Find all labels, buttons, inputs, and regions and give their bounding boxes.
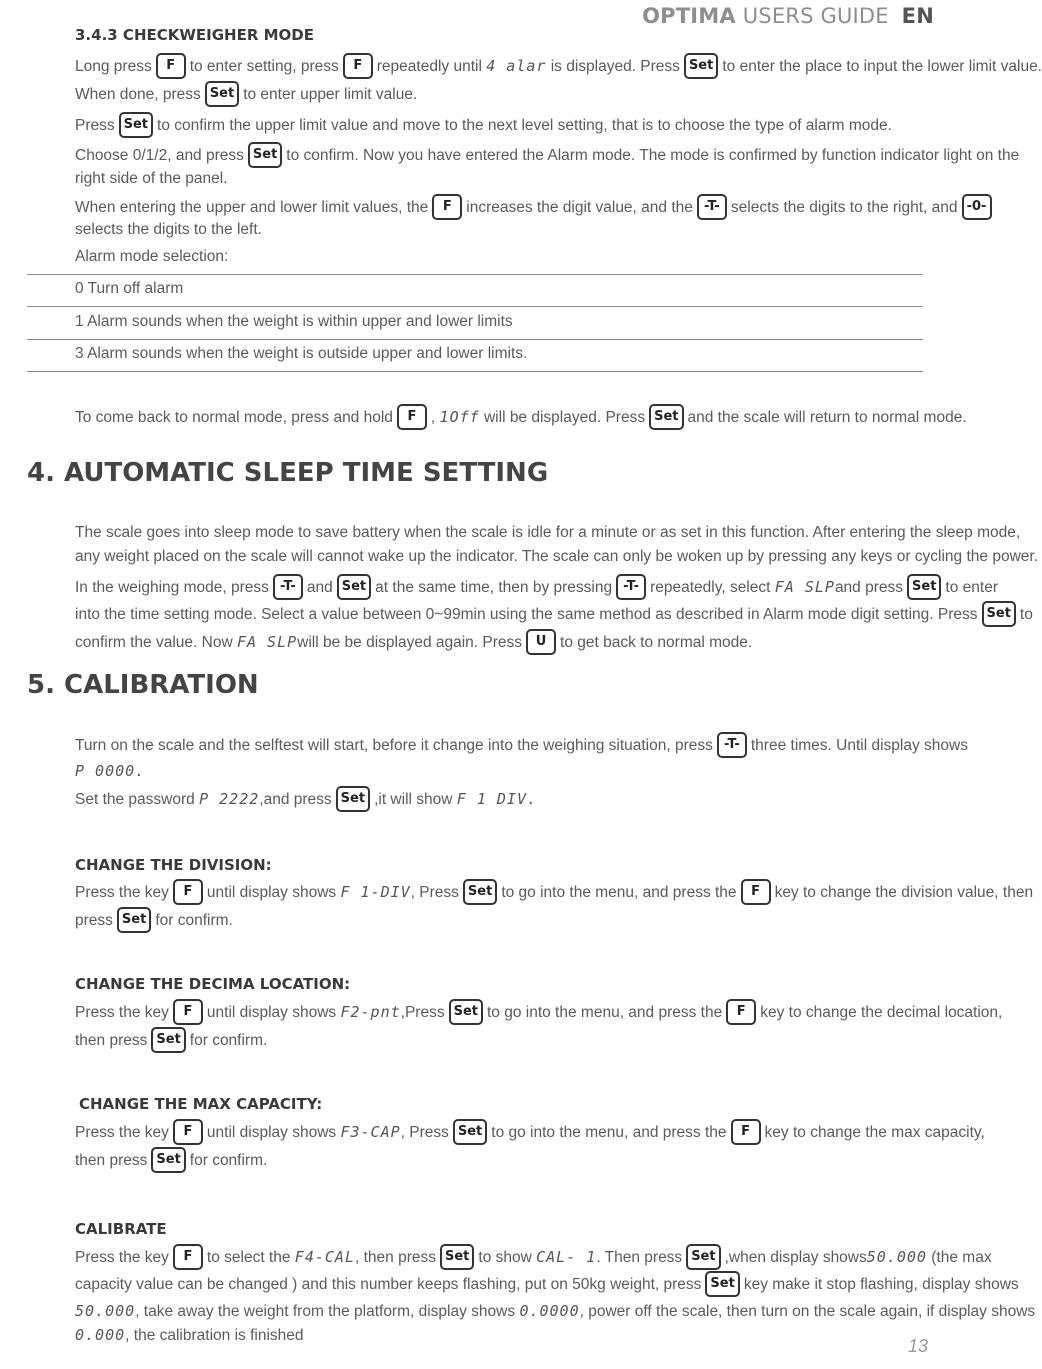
change-decimal-title: CHANGE THE DECIMA LOCATION:: [75, 975, 351, 993]
display-code: FA SLP: [774, 578, 835, 597]
u-key-icon: U: [526, 629, 556, 655]
set-key-icon: Set: [205, 81, 239, 107]
display-code: 4 alar: [486, 57, 547, 76]
calibrate-line-3: 50.000, take away the weight from the platform, display shows 0.0000, power off the scale, then turn on the scale again, if display shows: [75, 1302, 1036, 1320]
display-code: F2-pnt: [340, 1003, 401, 1022]
f-key-icon: F: [173, 1244, 203, 1270]
tare-key-icon: -T-: [616, 574, 646, 600]
f-key-icon: F: [173, 999, 203, 1025]
table-divider: [27, 371, 923, 372]
display-code: P 2222: [199, 790, 260, 809]
sleep-line-1: The scale goes into sleep mode to save battery when the scale is idle for a minute or as set in this function. After entering the sleep mode,: [75, 524, 1021, 541]
section-5-title: 5. CALIBRATION: [27, 670, 259, 700]
table-divider: [27, 339, 923, 340]
section-4-title: 4. AUTOMATIC SLEEP TIME SETTING: [27, 458, 549, 488]
change-capacity-title: CHANGE THE MAX CAPACITY:: [79, 1095, 323, 1113]
display-code: CAL- 1: [536, 1248, 597, 1267]
set-key-icon: Set: [440, 1244, 474, 1270]
set-key-icon: Set: [705, 1271, 739, 1297]
f-key-icon: F: [731, 1119, 761, 1145]
display-code: FA SLP: [236, 633, 298, 652]
display-code: F3-CAP: [340, 1123, 401, 1142]
display-code: 50.000: [75, 1302, 136, 1320]
f-key-icon: F: [156, 53, 186, 79]
decimal-line-1: Press the key F until display shows F2-pnt,Press Set to go into the menu, and press the F key to change the decimal location,: [75, 1000, 923, 1026]
set-key-icon: Set: [117, 907, 151, 933]
f-key-icon: F: [173, 879, 203, 905]
checkweigher-line-3: Press Set to confirm the upper limit value and move to the next level setting, that is to choose the type of alarm mode.: [75, 113, 923, 139]
display-code: 0.0000: [519, 1302, 580, 1320]
calibration-intro-3: Set the password P 2222,and press Set ,it will show F 1 DIV.: [75, 787, 923, 813]
set-key-icon: Set: [982, 601, 1016, 627]
set-key-icon: Set: [684, 53, 718, 79]
sleep-line-5: confirm the value. Now FA SLPwill be be displayed again. Press U to get back to normal mode.: [75, 630, 923, 656]
alarm-row-0: 0 Turn off alarm: [75, 280, 184, 297]
set-key-icon: Set: [463, 879, 497, 905]
f-key-icon: F: [173, 1119, 203, 1145]
calibrate-line-1: Press the key F to select the F4-CAL, then press Set to show CAL- 1. Then press Set ,when display shows50.000 (the max: [75, 1245, 923, 1271]
table-divider: [27, 274, 923, 275]
f-key-icon: F: [397, 404, 427, 430]
capacity-line-2: then press Set for confirm.: [75, 1148, 923, 1174]
checkweigher-line-7: selects the digits to the left.: [75, 221, 262, 238]
set-key-icon: Set: [336, 786, 370, 812]
calibrate-line-4: 0.000, the calibration is finished: [75, 1326, 304, 1344]
division-line-2: press Set for confirm.: [75, 908, 923, 934]
display-code: F4-CAL: [294, 1248, 355, 1267]
calibrate-title: CALIBRATE: [75, 1220, 167, 1238]
calibrate-line-2: capacity value can be changed ) and this number keeps flashing, put on 50kg weight, press Set key make it stop flashing, display shows: [75, 1272, 923, 1298]
page-number: 13: [907, 1336, 928, 1356]
set-key-icon: Set: [151, 1027, 185, 1053]
f-key-icon: F: [343, 53, 373, 79]
table-divider: [27, 306, 923, 307]
display-code: P 0000.: [75, 762, 146, 780]
header-language: EN: [901, 4, 934, 28]
calibration-intro-2: [75, 759, 923, 784]
tare-key-icon: -T-: [273, 574, 303, 600]
header-guide: USERS GUIDE: [742, 4, 889, 28]
sleep-line-2: any weight placed on the scale will cannot wake up the indicator. The scale can only be woken up by pressing any keys or cycling the power.: [75, 548, 1038, 565]
set-key-icon: Set: [248, 142, 282, 168]
set-key-icon: Set: [686, 1244, 720, 1270]
f-key-icon: F: [432, 194, 462, 220]
decimal-line-2: then press Set for confirm.: [75, 1028, 923, 1054]
set-key-icon: Set: [337, 574, 371, 600]
checkweigher-line-1: Long press F to enter setting, press F repeatedly until 4 alar is displayed. Press Set to enter the place to input the lower limit value.: [75, 54, 923, 80]
sleep-line-4: into the time setting mode. Select a value between 0~99min using the same method as described in Alarm mode digit setting. Press Set to: [75, 602, 923, 628]
set-key-icon: Set: [449, 999, 483, 1025]
capacity-line-1: Press the key F until display shows F3-CAP, Press Set to go into the menu, and press the F key to change the max capacity,: [75, 1120, 923, 1146]
running-header: [642, 4, 934, 28]
tare-key-icon: -T-: [717, 732, 747, 758]
checkweigher-line-5: right side of the panel.: [75, 170, 228, 187]
sleep-line-3: In the weighing mode, press -T- and Set at the same time, then by pressing -T- repeatedly, select FA SLPand press Set to enter: [75, 575, 923, 601]
set-key-icon: Set: [907, 574, 941, 600]
f-key-icon: F: [726, 999, 756, 1025]
alarm-row-3: 3 Alarm sounds when the weight is outside upper and lower limits.: [75, 345, 528, 362]
tare-key-icon: -T-: [697, 194, 727, 220]
display-code: 1Off: [439, 408, 480, 427]
normal-mode-line: To come back to normal mode, press and hold F , 1Off will be displayed. Press Set and the scale will return to normal mode.: [75, 405, 923, 431]
checkweigher-line-4: Choose 0/1/2, and press Set to confirm. Now you have entered the Alarm mode. The mode is confirmed by function indicator light on the: [75, 143, 923, 169]
set-key-icon: Set: [649, 404, 683, 430]
checkweigher-line-2: When done, press Set to enter upper limit value.: [75, 82, 923, 108]
header-brand: OPTIMA: [642, 4, 736, 28]
division-line-1: Press the key F until display shows F 1-DIV, Press Set to go into the menu, and press the F key to change the division value, then: [75, 880, 923, 906]
set-key-icon: Set: [151, 1147, 185, 1173]
calibration-intro-1: Turn on the scale and the selftest will start, before it change into the weighing situation, press -T- three times. Until display shows: [75, 733, 923, 759]
section-3-4-3-title: 3.4.3 CHECKWEIGHER MODE: [75, 26, 315, 44]
display-code: 50.000: [866, 1248, 927, 1267]
display-code: F 1 DIV.: [456, 790, 538, 809]
set-key-icon: Set: [119, 112, 153, 138]
set-key-icon: Set: [453, 1119, 487, 1145]
alarm-mode-label: Alarm mode selection:: [75, 248, 229, 265]
f-key-icon: F: [741, 879, 771, 905]
checkweigher-line-6: When entering the upper and lower limit values, the F increases the digit value, and the -T- selects the digits to the right, and -0-: [75, 195, 923, 221]
display-code: F 1-DIV: [340, 883, 411, 902]
display-code: 0.000: [75, 1326, 126, 1344]
zero-key-icon: -0-: [962, 194, 992, 220]
alarm-row-1: 1 Alarm sounds when the weight is within upper and lower limits: [75, 313, 513, 330]
change-division-title: CHANGE THE DIVISION:: [75, 856, 272, 874]
